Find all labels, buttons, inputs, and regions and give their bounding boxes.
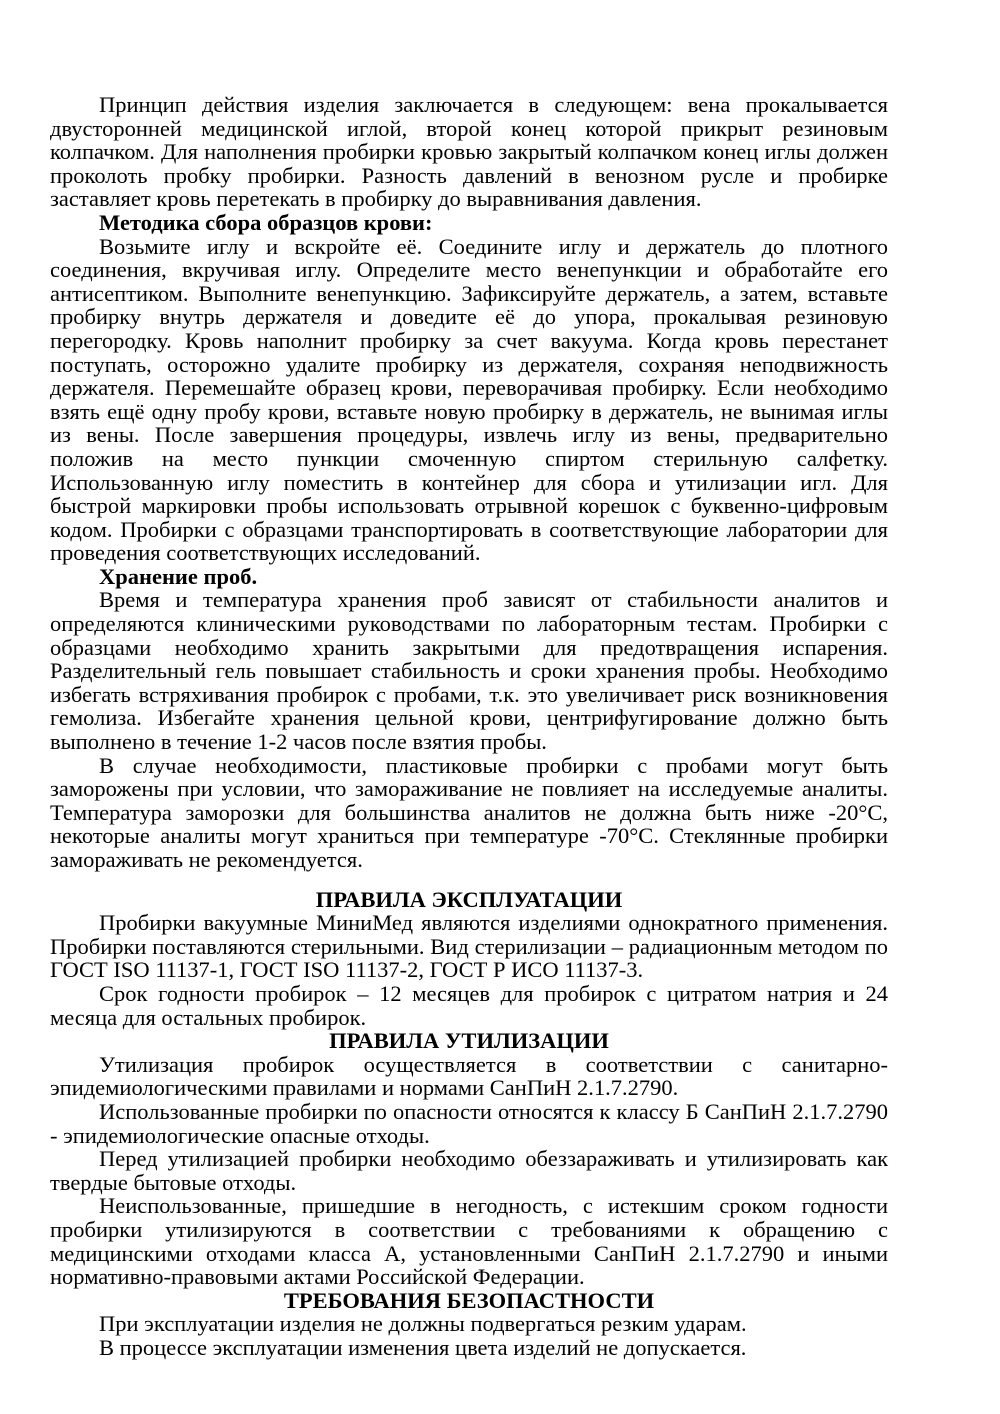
paragraph-color-change-warning: В процессе эксплуатации изменения цвета изделий не допускается. [99, 1334, 747, 1360]
document-text-block [50, 93, 888, 1359]
paragraph-storage-conditions: Время и температура хранения проб зависят от стабильности аналитов и определяются клиническими руководствами по лабораторным тестам. Пробирки с образцами необходимо хранить закрытыми для предотвращения испарения. Разделительный гель повышает стабильность и сроки хранения пробы. Необходимо избегать встряхивания пробирок с пробами, т.к. это увеличивает риск возникновения гемолиза. Избегайте хранения цельной крови, центрифугирование должно быть выполнено в течение 1-2 часов после взятия пробы. [50, 587, 888, 755]
heading-operation-rules: ПРАВИЛА ЭКСПЛУАТАЦИИ [315, 886, 623, 912]
paragraph-used-tubes-class-b: Использованные пробирки по опасности относятся к классу Б СанПиН 2.1.7.2790 - эпидемиологические опасные отходы. [50, 1098, 888, 1148]
paragraph-unused-expired-tubes: Неиспользованные, пришедшие в негодность, с истекшим сроком годности пробирки утилизируются в соответствии с требованиями к обращению с медицинскими отходами класса А, установленными СанПиН 2.1.7.2790 и иными нормативно-правовыми актами Российской Федерации. [50, 1193, 888, 1290]
paragraph-freezing-conditions: В случае необходимости, пластиковые пробирки с пробами могут быть заморожены при условии, что замораживание не повлияет на исследуемые аналиты. Температура заморозки для большинства аналитов не должна быть ниже -20°С, некоторые аналиты могут храниться при температуре -70°С. Стеклянные пробирки замораживать не рекомендуется. [50, 752, 888, 872]
heading-safety-requirements: ТРЕБОВАНИЯ БЕЗОПАСТНОСТИ [283, 1287, 655, 1313]
paragraph-collection-method: Возьмите иглу и вскройте её. Соедините иглу и держатель до плотного соединения, вкручивая иглу. Определите место венепункции и обработайте его антисептиком. Выполните венепункцию. Зафиксируйте держатель, а затем, вставьте пробирку внутрь держателя и доведите её до упора, прокалывая резиновую перегородку. Кровь наполнит пробирку за счет вакуума. Когда кровь перестанет поступать, осторожно удалите пробирку из держателя, сохраняя неподвижность держателя. Перемешайте образец крови, переворачивая пробирку. Если необходимо взять ещё одну пробу крови, вставьте новую пробирку в держатель, не вынимая иглы из вены. После завершения процедуры, извлечь иглу из вены, предварительно положив на место пункции смоченную спиртом стерильную салфетку. Использованную иглу поместить в контейнер для сбора и утилизации игл. Для быстрой маркировки пробы использовать отрывной корешок с буквенно-цифровым кодом. Пробирки с образцами транспортировать в соответствующие лаборатории для проведения соответствующих исследований. [50, 233, 888, 566]
paragraph-disposal-sanpin: Утилизация пробирок осуществляется в соответствии с санитарно-эпидемиологическими правилами и нормами СанПиН 2.1.7.2790. [50, 1051, 888, 1101]
paragraph-single-use-sterilization: Пробирки вакуумные МиниМед являются изделиями однократного применения. Пробирки поставляются стерильными. Вид стерилизации – радиационным методом по ГОСТ ISO 11137-1, ГОСТ ISO 11137-2, ГОСТ Р ИСО 11137-3. [50, 910, 888, 983]
paragraph-impact-warning: При эксплуатации изделия не должны подвергаться резким ударам. [99, 1311, 747, 1337]
paragraph-principle: Принцип действия изделия заключается в следующем: вена прокалывается двусторонней медицинской иглой, второй конец которой прикрыт резиновым колпачком. Для наполнения пробирки кровью закрытый колпачком конец иглы должен проколоть пробку пробирки. Разность давлений в венозном русле и пробирке заставляет кровь перетекать в пробирку до выравнивания давления. [50, 92, 888, 212]
subheading-sample-storage: Хранение проб. [99, 563, 258, 589]
subheading-blood-collection-method: Методика сбора образцов крови: [99, 209, 433, 235]
heading-disposal-rules: ПРАВИЛА УТИЛИЗАЦИИ [329, 1028, 609, 1054]
paragraph-disinfection-solid-waste: Перед утилизацией пробирки необходимо обеззараживать и утилизировать как твердые бытовые отходы. [50, 1146, 888, 1195]
paragraph-shelf-life: Срок годности пробирок – 12 месяцев для пробирок с цитратом натрия и 24 месяца для остальных пробирок. [50, 980, 888, 1030]
